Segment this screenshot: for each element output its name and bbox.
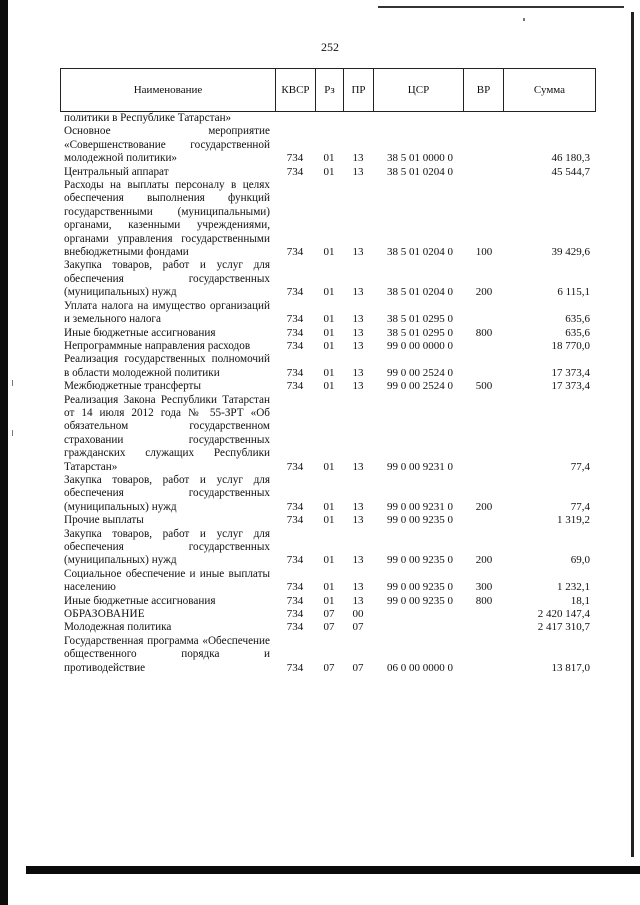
table-row	[60, 474, 632, 514]
row-rz: 01	[323, 380, 335, 393]
row-rz: 01	[323, 366, 335, 379]
row-rz: 01	[323, 326, 335, 339]
row-pr: 13	[352, 594, 364, 607]
row-rz: 01	[323, 246, 335, 259]
row-sum: 635,6	[565, 326, 590, 339]
table-row	[60, 635, 632, 675]
row-kvsr: 734	[286, 339, 304, 352]
row-rz: 01	[323, 152, 335, 165]
row-rz: 01	[323, 514, 335, 527]
row-csr: 38 5 01 0295 0	[387, 326, 453, 339]
row-sum: 18,1	[570, 594, 590, 607]
header-sum: Сумма	[504, 68, 596, 112]
row-name: Государственная программа «Обеспечение общественного порядка и противодействие	[64, 634, 270, 674]
table-row	[60, 380, 632, 393]
row-name: ОБРАЗОВАНИЕ	[64, 608, 145, 621]
row-csr: 38 5 01 0000 0	[387, 152, 453, 165]
row-pr: 13	[352, 152, 364, 165]
row-sum: 6 115,1	[557, 286, 590, 299]
row-name: политики в Республике Татарстан»	[64, 112, 232, 124]
row-sum: 13 817,0	[551, 661, 590, 674]
row-kvsr: 734	[286, 165, 304, 178]
row-pr: 13	[352, 514, 364, 527]
table-row	[60, 595, 632, 608]
header-rz: Рз	[316, 68, 344, 112]
row-kvsr: 734	[286, 152, 304, 165]
row-pr: 13	[352, 286, 364, 299]
table-row	[60, 300, 632, 327]
row-kvsr: 734	[286, 554, 304, 567]
row-csr: 38 5 01 0295 0	[387, 313, 453, 326]
row-name: Закупка товаров, работ и услуг для обеспечения государственных (муниципальных) нужд	[64, 527, 270, 567]
row-csr: 38 5 01 0204 0	[387, 165, 453, 178]
table-body	[60, 112, 632, 675]
table-row	[60, 394, 632, 474]
row-name: Основное мероприятие «Совершенствование государственной молодежной политики»	[64, 125, 270, 165]
row-pr: 13	[352, 500, 364, 513]
table-row	[60, 166, 632, 179]
row-csr: 99 0 00 9235 0	[387, 581, 453, 594]
row-vr: 200	[475, 286, 493, 299]
row-vr: 200	[475, 500, 493, 513]
row-vr: 200	[475, 554, 493, 567]
row-name: Непрограммные направления расходов	[64, 339, 251, 352]
table-row	[60, 125, 632, 165]
row-pr: 13	[352, 246, 364, 259]
row-kvsr: 734	[286, 380, 304, 393]
row-sum: 1 319,2	[557, 514, 590, 527]
table-row	[60, 340, 632, 353]
table-row	[60, 353, 632, 380]
row-pr: 13	[352, 581, 364, 594]
row-pr: 13	[352, 460, 364, 473]
scan-bottom-bar	[26, 866, 640, 874]
row-kvsr: 734	[286, 500, 304, 513]
header-csr: ЦСР	[374, 68, 464, 112]
row-csr: 99 0 00 2524 0	[387, 366, 453, 379]
row-name: Иные бюджетные ассигнования	[64, 326, 216, 339]
scan-speck	[12, 380, 13, 386]
scan-speck	[12, 430, 13, 436]
row-rz: 07	[323, 621, 335, 634]
table-row	[60, 608, 632, 621]
table-row	[60, 179, 632, 259]
row-kvsr: 734	[286, 514, 304, 527]
row-rz: 01	[323, 554, 335, 567]
row-csr: 99 0 00 2524 0	[387, 380, 453, 393]
row-name: Молодежная политика	[64, 621, 172, 634]
row-name: Уплата налога на имущество организаций и земельного налога	[64, 299, 270, 326]
header-pr: ПР	[344, 68, 374, 112]
table-row	[60, 528, 632, 568]
row-pr: 13	[352, 313, 364, 326]
row-name: Закупка товаров, работ и услуг для обеспечения государственных (муниципальных) нужд	[64, 259, 270, 299]
row-kvsr: 734	[286, 286, 304, 299]
row-rz: 01	[323, 165, 335, 178]
row-csr: 99 0 00 9235 0	[387, 514, 453, 527]
row-csr: 99 0 00 9231 0	[387, 500, 453, 513]
row-kvsr: 734	[286, 366, 304, 379]
row-name: Социальное обеспечение и иные выплаты населению	[64, 567, 270, 594]
row-rz: 01	[323, 286, 335, 299]
row-pr: 00	[352, 608, 364, 621]
page-number: 252	[321, 40, 339, 54]
row-kvsr: 734	[286, 326, 304, 339]
row-sum: 39 429,6	[551, 246, 590, 259]
table-row	[60, 112, 632, 125]
row-sum: 1 232,1	[557, 581, 590, 594]
table-row	[60, 514, 632, 527]
row-rz: 01	[323, 500, 335, 513]
row-name: Прочие выплаты	[64, 514, 144, 527]
table-row	[60, 259, 632, 299]
row-csr: 99 0 00 9235 0	[387, 594, 453, 607]
row-sum: 635,6	[565, 313, 590, 326]
row-sum: 2 420 147,4	[537, 608, 590, 621]
table-row	[60, 568, 632, 595]
row-pr: 13	[352, 366, 364, 379]
scan-speck	[523, 18, 525, 21]
row-kvsr: 734	[286, 246, 304, 259]
row-vr: 800	[475, 326, 493, 339]
row-kvsr: 734	[286, 621, 304, 634]
row-rz: 01	[323, 313, 335, 326]
row-vr: 800	[475, 594, 493, 607]
row-sum: 45 544,7	[551, 165, 590, 178]
header-kvsr: КВСР	[276, 68, 316, 112]
row-kvsr: 734	[286, 581, 304, 594]
table-header	[60, 68, 632, 112]
row-csr: 06 0 00 0000 0	[387, 661, 453, 674]
row-sum: 2 417 310,7	[537, 621, 590, 634]
row-rz: 01	[323, 581, 335, 594]
row-rz: 07	[323, 608, 335, 621]
row-pr: 13	[352, 554, 364, 567]
row-kvsr: 734	[286, 594, 304, 607]
row-sum: 46 180,3	[551, 152, 590, 165]
row-csr: 38 5 01 0204 0	[387, 246, 453, 259]
table-row	[60, 327, 632, 340]
row-pr: 13	[352, 326, 364, 339]
row-pr: 13	[352, 380, 364, 393]
row-sum: 77,4	[570, 460, 590, 473]
row-rz: 01	[323, 594, 335, 607]
row-vr: 100	[475, 246, 493, 259]
row-name: Межбюджетные трансферты	[64, 380, 201, 393]
row-csr: 38 5 01 0204 0	[387, 286, 453, 299]
row-sum: 17 373,4	[551, 366, 590, 379]
scan-left-edge	[0, 0, 8, 905]
row-name: Центральный аппарат	[64, 165, 169, 178]
row-csr: 99 0 00 9235 0	[387, 554, 453, 567]
row-pr: 07	[352, 621, 364, 634]
scan-top-line	[378, 6, 624, 8]
row-rz: 01	[323, 339, 335, 352]
row-pr: 13	[352, 339, 364, 352]
row-vr: 300	[475, 581, 493, 594]
row-name: Иные бюджетные ассигнования	[64, 594, 216, 607]
row-rz: 07	[323, 661, 335, 674]
row-pr: 07	[352, 661, 364, 674]
row-vr: 500	[475, 380, 493, 393]
row-sum: 69,0	[570, 554, 590, 567]
row-name: Реализация Закона Республики Татарстан от 14 июля 2012 года № 55-ЗРТ «Об обязательном государственном страховании государственных гражданских служащих Республики Татарстан»	[64, 393, 270, 473]
row-csr: 99 0 00 0000 0	[387, 339, 453, 352]
header-vr: ВР	[464, 68, 504, 112]
row-rz: 01	[323, 460, 335, 473]
row-kvsr: 734	[286, 661, 304, 674]
header-name: Наименование	[60, 68, 276, 112]
row-sum: 18 770,0	[551, 339, 590, 352]
row-pr: 13	[352, 165, 364, 178]
row-sum: 17 373,4	[551, 380, 590, 393]
table-row	[60, 621, 632, 634]
row-name: Закупка товаров, работ и услуг для обеспечения государственных (муниципальных) нужд	[64, 473, 270, 513]
row-csr: 99 0 00 9231 0	[387, 460, 453, 473]
row-sum: 77,4	[570, 500, 590, 513]
row-kvsr: 734	[286, 460, 304, 473]
row-kvsr: 734	[286, 313, 304, 326]
row-name: Реализация государственных полномочий в области молодежной политики	[64, 353, 270, 379]
row-kvsr: 734	[286, 608, 304, 621]
row-name: Расходы на выплаты персоналу в целях обеспечения выполнения функций государственными (муниципальными) органами, казенными учреждениями, органами управления государственными внебюджетными фондами	[64, 179, 270, 259]
